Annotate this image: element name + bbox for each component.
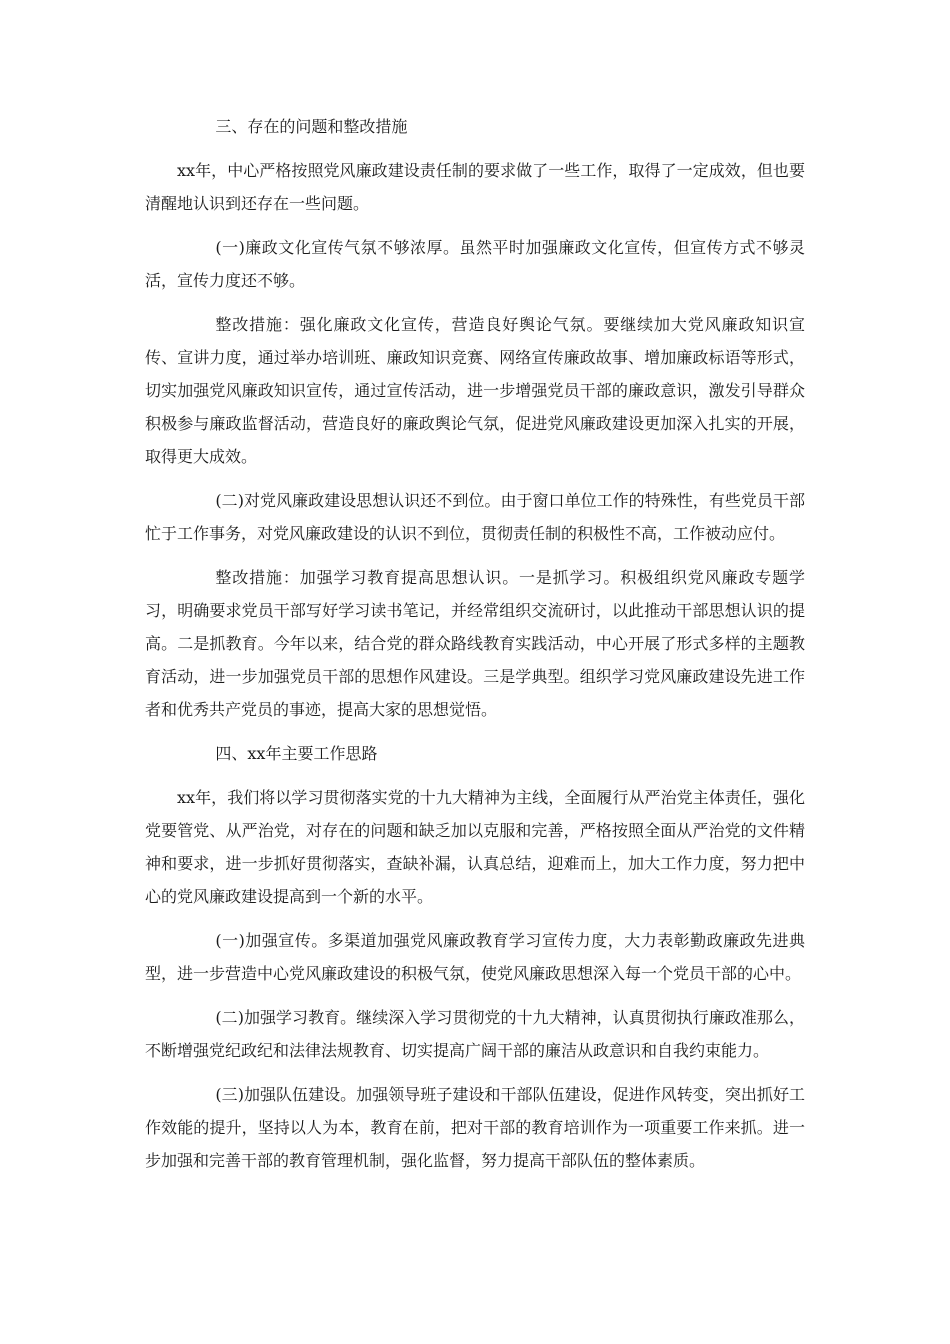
plan-item-2: (二)加强学习教育。继续深入学习贯彻党的十九大精神，认真贯彻执行廉政准那么，不断增强党纪政纪和法律法规教育、切实提高广阔干部的廉洁从政意识和自我约束能力。	[145, 1008, 805, 1060]
measure-1: 整改措施：强化廉政文化宣传，营造良好舆论气氛。要继续加大党风廉政知识宣传、宣讲力度，通过举办培训班、廉政知识竞赛、网络宣传廉政故事、增加廉政标语等形式，切实加强党风廉政知识宣传，通过宣传活动，进一步增强党员干部的廉政意识，激发引导群众积极参与廉政监督活动，营造良好的廉政舆论气氛，促进党风廉政建设更加深入扎实的开展，取得更大成效。	[145, 315, 805, 466]
section-4-heading: 四、xx年主要工作思路	[215, 744, 378, 763]
document-page	[145, 110, 805, 1188]
section-3-heading: 三、存在的问题和整改措施	[215, 117, 408, 136]
plan-item-3: (三)加强队伍建设。加强领导班子建设和干部队伍建设，促进作风转变，突出抓好工作效能的提升，坚持以人为本，教育在前，把对干部的教育培训作为一项重要工作来抓。进一步加强和完善干部的教育管理机制，强化监督，努力提高干部队伍的整体素质。	[145, 1085, 805, 1170]
section-3-intro: xx年，中心严格按照党风廉政建设责任制的要求做了一些工作，取得了一定成效，但也要清醒地认识到还存在一些问题。	[145, 161, 805, 213]
plan-item-1: (一)加强宣传。多渠道加强党风廉政教育学习宣传力度，大力表彰勤政廉政先进典型，进一步营造中心党风廉政建设的积极气氛，使党风廉政思想深入每一个党员干部的心中。	[145, 931, 805, 983]
problem-2: (二)对党风廉政建设思想认识还不到位。由于窗口单位工作的特殊性，有些党员干部忙于工作事务，对党风廉政建设的认识不到位，贯彻责任制的积极性不高，工作被动应付。	[145, 491, 805, 543]
section-4-intro: xx年，我们将以学习贯彻落实党的十九大精神为主线，全面履行从严治党主体责任，强化党要管党、从严治党，对存在的问题和缺乏加以克服和完善，严格按照全面从严治党的文件精神和要求，进一步抓好贯彻落实，查缺补漏，认真总结，迎难而上，加大工作力度，努力把中心的党风廉政建设提高到一个新的水平。	[145, 788, 805, 906]
problem-1: (一)廉政文化宣传气氛不够浓厚。虽然平时加强廉政文化宣传，但宣传方式不够灵活，宣传力度还不够。	[145, 238, 805, 290]
measure-2: 整改措施：加强学习教育提高思想认识。一是抓学习。积极组织党风廉政专题学习，明确要求党员干部写好学习读书笔记，并经常组织交流研讨，以此推动干部思想认识的提高。二是抓教育。今年以来，结合党的群众路线教育实践活动，中心开展了形式多样的主题教育活动，进一步加强党员干部的思想作风建设。三是学典型。组织学习党风廉政建设先进工作者和优秀共产党员的事迹，提高大家的思想觉悟。	[145, 568, 805, 719]
